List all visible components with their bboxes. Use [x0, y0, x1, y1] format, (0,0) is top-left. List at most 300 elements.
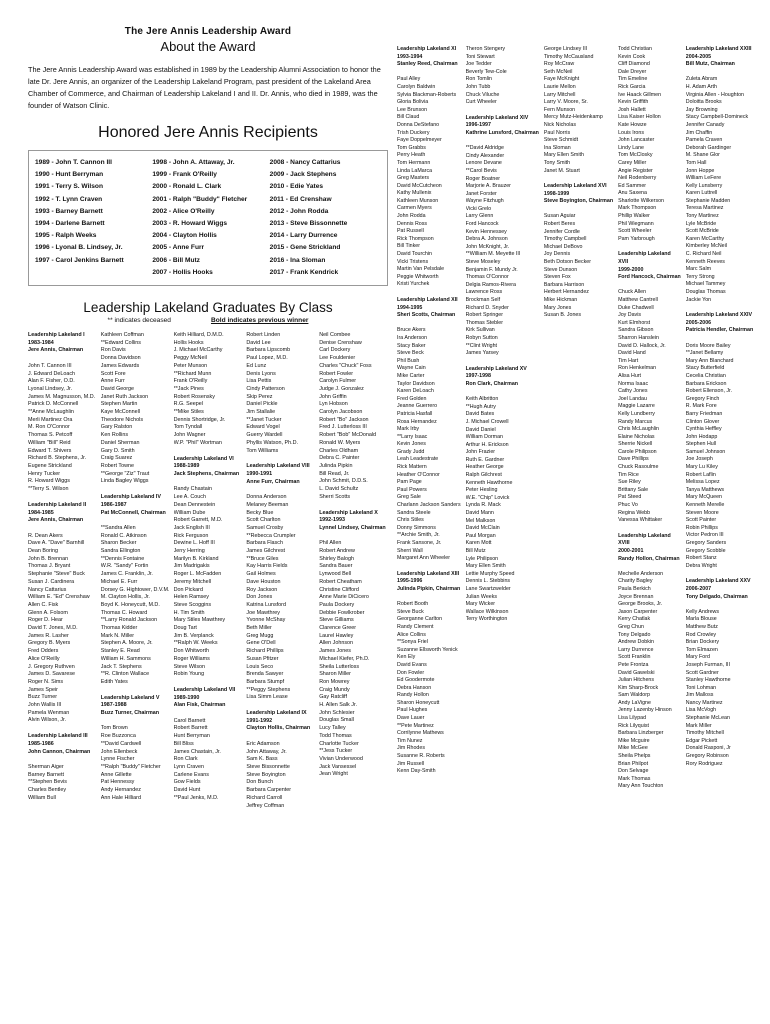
graduate-name: R.G. Seepel — [173, 401, 203, 408]
graduate-name: Mark Thomas — [618, 775, 651, 782]
graduate-name: 2004-2005 — [685, 53, 712, 60]
graduate-name: Jeanne Guerrero — [397, 403, 438, 410]
graduate-name: L. David Schultz — [319, 486, 359, 493]
class-block — [101, 494, 170, 687]
graduate-name: Josh Hallett — [618, 106, 646, 113]
recipient-entry: 2011 - Ed Crenshaw — [269, 195, 332, 203]
graduate-name: Matthew Cantrell — [618, 297, 658, 303]
graduate-name: Brian Philpot — [618, 760, 649, 767]
graduate-name: Ira Anderson — [397, 334, 428, 341]
graduate-name: 1989-1990 — [173, 694, 200, 701]
graduate-name: Tom Williams — [246, 447, 279, 454]
recipient-entry: 2013 - Steve Bissonnette — [269, 220, 348, 228]
graduate-name: Robert Springer — [465, 312, 504, 319]
graduate-name: Joyce Brennan — [618, 593, 654, 600]
graduate-name: Julian Hitchens — [618, 677, 654, 684]
graduate-name: Sue Riley — [618, 479, 641, 486]
graduate-name: Scott Fore — [100, 370, 126, 377]
graduate-name: C. Richard Neil — [685, 251, 722, 258]
graduate-name: Marc Salm — [685, 266, 712, 273]
graduate-name: **R. Clinton Wallace — [100, 671, 150, 678]
graduate-name: Gary Ralston — [100, 424, 133, 431]
graduate-name: Dennis Shortridge, Jr. — [173, 416, 226, 423]
graduate-name: Denis Lyons — [246, 370, 276, 377]
graduate-name: Todd Christian — [618, 46, 652, 52]
graduate-name: Pat Steed — [618, 494, 642, 501]
graduate-name: Bruce Akers — [397, 327, 426, 334]
class-block — [466, 46, 539, 107]
graduate-name: **Terry S. Wilson — [28, 486, 69, 493]
graduate-name: Patricia Hasfall — [397, 410, 433, 417]
graduate-name: John Hodapp — [685, 433, 718, 440]
graduate-name: Scott Charlton — [246, 517, 281, 524]
graduate-name: 1984-1985 — [28, 509, 54, 516]
graduate-name: Paul Lopez, M.D. — [246, 355, 288, 362]
graduate-name: Shirley Balogh — [319, 555, 354, 562]
graduate-name: James C. Franklin, Jr. — [100, 571, 153, 578]
graduate-name: Ron Davis — [100, 347, 126, 354]
class-block — [397, 297, 461, 563]
graduate-name: **Ralph "Buddy" Fletcher — [100, 764, 161, 770]
graduate-name: Dave A. "Dave" Barnhill — [28, 540, 85, 547]
graduate-name: Tom Tyndall — [173, 424, 203, 431]
graduate-name: Mary Jones — [543, 304, 572, 311]
graduate-name: Toni Lohman — [685, 684, 717, 691]
graduate-name: Robin Phillips — [685, 524, 718, 531]
graduate-name: Paul Alley — [397, 76, 421, 83]
graduate-name: Leah Leadestrate — [397, 456, 439, 463]
class-block — [618, 533, 681, 791]
graduate-name: William "Bill" Reid — [28, 439, 71, 446]
graduate-name: Bill Tinker — [397, 243, 420, 250]
class-block — [28, 332, 97, 494]
graduate-name: Regina Webb — [618, 509, 651, 516]
graduate-name: Jim Chaffin — [685, 129, 713, 136]
class-title: Leadership Lakeland XVIII — [618, 532, 671, 547]
graduate-name: Wayne Cain — [397, 365, 426, 372]
graduate-name: Pete Frontza — [618, 661, 649, 668]
graduate-name: Paul Norris — [543, 129, 571, 136]
graduate-name: Sheila Lutterloss — [319, 663, 360, 670]
graduate-name: Perry Heath — [397, 152, 426, 159]
graduate-name: Steve Buck — [397, 608, 424, 615]
graduate-name: Carl Dockery — [319, 347, 351, 354]
graduate-name: Kenneth Hawthorne — [465, 479, 513, 486]
graduate-name: Robert Booth — [397, 601, 429, 608]
graduate-name: David Gawelski — [618, 669, 655, 676]
graduate-name: Scott Painter — [685, 517, 717, 524]
graduate-name: Vanessa Whittaker — [618, 517, 663, 524]
graduate-name: Robert Andrew — [319, 548, 355, 555]
graduate-name: Michael E. Furr — [100, 578, 138, 585]
graduate-name: Jere Annis, Chairman — [28, 347, 84, 354]
class-title: Leadership Lakeland IX — [246, 710, 307, 717]
graduate-name: Karen Luttrell — [685, 190, 718, 197]
graduate-name — [466, 389, 539, 397]
graduate-name: Chuck Viluche — [465, 91, 500, 98]
graduate-name: Susan B. Jones — [543, 312, 581, 319]
graduate-name — [101, 517, 170, 525]
class-block — [28, 502, 97, 725]
graduate-name: Robert Beres — [543, 221, 576, 228]
graduate-name: Joy Davis — [618, 312, 642, 319]
graduate-name: Stacy Campbell-Domineck — [685, 114, 749, 121]
graduate-name: Deborah Gardinger — [685, 144, 732, 151]
graduate-name: Patrick D. McConnell — [28, 401, 79, 408]
graduate-name: J. Michael McCarthy — [173, 347, 223, 354]
graduate-name: David T. Jones, M.D. — [28, 625, 78, 632]
graduate-name: James Jones — [319, 648, 351, 655]
graduate-name: Clarence Greer — [319, 625, 357, 632]
class-block — [174, 332, 243, 448]
recipient-entry: 2000 - Ronald L. Clark — [152, 183, 222, 191]
graduate-name: Stanley Reed, Chairman — [397, 61, 458, 68]
class-title: Leadership Lakeland XII — [397, 297, 458, 303]
graduate-name: Charlotte Tucker — [319, 740, 359, 747]
graduate-name: Dale Dreyer — [618, 68, 647, 75]
graduate-name: Dewine L. Hoff III — [173, 540, 215, 547]
class-block — [397, 46, 461, 289]
graduate-name — [28, 525, 97, 533]
graduate-name: Janet M. Stuart — [543, 167, 580, 174]
graduate-name: John Cannon, Chairman — [28, 748, 91, 755]
class-title: Leadership Lakeland X — [319, 509, 378, 516]
class-block — [246, 332, 315, 455]
graduate-name: Barbara Stumpf — [246, 678, 285, 685]
graduate-name: Robert Garrett, M.D. — [173, 517, 223, 524]
graduate-name: Louis Irons — [618, 129, 644, 136]
graduate-name: Jenny Lazenby Hinson — [618, 707, 672, 714]
graduate-name: Heather O'Connor — [397, 471, 440, 478]
graduate-name: Joe Joseph — [685, 456, 713, 463]
legend-bold: Bold indicates previous winner — [210, 317, 309, 325]
graduates-column — [28, 332, 97, 818]
graduates-column — [466, 46, 539, 799]
graduate-name: Teresa Martinez — [685, 205, 724, 212]
graduate-name: Clinton Glover — [685, 418, 720, 425]
class-block — [174, 687, 243, 803]
graduate-name: Laurel Hawley — [319, 632, 354, 639]
graduate-name: Marilyn B. Kirkland — [173, 555, 219, 562]
graduate-name: Yvonne McShay — [246, 617, 286, 624]
graduate-name: Fred Golden — [397, 395, 427, 402]
graduate-name: Virginia Allen - Houghton — [685, 91, 744, 98]
graduate-name: Debbie Fowlkrober — [319, 609, 365, 616]
graduate-name: Herbert Hernandez — [543, 289, 589, 296]
graduate-name: Lyonal Lindsey, Jr. — [28, 385, 73, 392]
graduate-name: **George "Ziz" Traut — [100, 470, 150, 477]
graduate-name: Doris Moore Bailey — [685, 342, 731, 349]
graduate-name: Randy Chastain — [173, 486, 212, 493]
graduate-name — [397, 594, 461, 602]
graduate-name: Charity Bagley — [618, 578, 653, 585]
graduate-name: Randy Clement — [397, 623, 434, 630]
class-title: Leadership Lakeland I — [28, 332, 85, 339]
graduate-name: Debra Wright — [685, 562, 717, 569]
graduate-name: Skip Perez — [246, 393, 273, 400]
graduate-name: Rick Mattern — [397, 464, 427, 471]
graduate-name: William E. "Ed" Crenshaw — [28, 594, 90, 601]
graduate-name: Steve Scoggins — [173, 601, 212, 608]
graduate-name: Andy LaVigne — [618, 699, 651, 706]
graduate-name: Stephen Martin — [100, 401, 138, 408]
graduate-name: Robert "Bo" Jackson — [319, 416, 369, 423]
graduate-name: Delgia Ramos-Rivera — [465, 281, 516, 288]
graduate-name: Thomas O'Connor — [465, 274, 509, 281]
graduate-name: Vicki Tristens — [397, 258, 429, 265]
graduate-name: **Janet Tucker — [246, 416, 282, 423]
graduate-name: Pat Russell — [397, 228, 424, 235]
graduate-name: Kay Harris Fields — [246, 563, 288, 570]
graduate-name: Gregory Scobble — [685, 547, 726, 554]
class-block — [174, 456, 243, 679]
graduate-name: Phil Wiegmann — [618, 220, 654, 227]
graduate-name: Andy Hernandez — [100, 787, 141, 794]
class-block — [28, 733, 97, 802]
graduate-name: Ed Sammer — [618, 182, 647, 189]
graduate-name: Carey Miller — [618, 159, 647, 166]
graduate-name: Sandra Bauer — [319, 563, 353, 570]
graduate-name: **Sonya Friel — [397, 639, 428, 646]
graduate-name: Dennis L. Stebbins — [465, 578, 511, 585]
graduate-name: Edgar Pickett — [685, 737, 718, 744]
graduate-name: Lynn Craven — [173, 764, 204, 770]
graduate-name: Terry Strong — [685, 273, 715, 280]
graduate-name: Kenneth Merelle — [685, 502, 725, 509]
graduate-name: M. Clayton Hollis, Jr. — [100, 594, 150, 601]
graduate-name: Michael DeBovo — [543, 243, 583, 250]
graduate-name: Mel Malkson — [465, 517, 496, 524]
graduate-name: Alvin Wilson, Jr. — [28, 717, 67, 724]
graduate-name: James R. Lasher — [28, 632, 69, 639]
graduate-name: Joel Landau — [618, 395, 647, 402]
graduate-name: Hunt Berryman — [173, 733, 210, 740]
graduate-name: **David Aldridge — [465, 145, 504, 152]
graduate-name: Robert "Bob" McDonald — [319, 432, 377, 439]
class-title: Leadership Lakeland XI — [397, 46, 457, 52]
graduate-name: Carolyn Jacobson — [319, 409, 363, 416]
graduate-name: Rick Garcia — [618, 83, 646, 90]
graduate-name: Georganne Carlton — [397, 616, 443, 623]
graduate-name: Thomas Kidder — [100, 625, 138, 632]
graduate-name: Brian Dockery — [685, 639, 720, 646]
graduate-name: Marjorie A. Brauzer — [465, 183, 511, 190]
graduate-name: Lawrence Ross — [465, 289, 503, 296]
graduate-name: **Dennis Fontaine — [100, 555, 145, 562]
recipients-col-3 — [270, 157, 381, 279]
graduate-name: 1987-1988 — [100, 702, 127, 709]
class-block — [397, 571, 461, 776]
graduate-name: **Edward Collins — [100, 339, 141, 346]
graduate-name: Tom Grabbs — [397, 144, 426, 151]
graduate-name: David Mann — [465, 510, 494, 517]
graduate-name: Roger Boatner — [465, 175, 501, 182]
graduate-name: Hollis Hooks — [173, 339, 204, 346]
graduate-name: Maggie Lazarre — [618, 403, 655, 410]
recipients-box — [28, 150, 388, 286]
graduate-name: Seth McNeil — [543, 68, 573, 75]
graduate-name: Dave Houston — [246, 578, 281, 585]
graduate-name: Joy Dennis — [543, 251, 571, 258]
graduate-name: John Schmit, D.D.S. — [319, 478, 368, 485]
graduate-name: Scott Franklin — [618, 654, 651, 661]
graduate-name: Sharon Miller — [319, 671, 351, 678]
graduate-name: Craig Suarez — [100, 455, 133, 462]
class-block — [246, 710, 315, 810]
graduate-name: Mary Ellen Smith — [465, 563, 506, 570]
graduate-name — [246, 733, 315, 741]
graduate-name: Edward T. Shivers — [28, 447, 72, 454]
recipient-entry: 2001 - Ralph "Buddy" Fletcher — [152, 195, 248, 203]
graduate-name: Roger Williams — [173, 655, 210, 662]
graduate-name: Bill Claud — [397, 114, 420, 121]
graduate-name: Peggie Whitworth — [397, 273, 439, 280]
recipient-entry: 2016 - Ina Sloman — [269, 256, 326, 264]
recipient-entry: 1991 - Terry S. Wilson — [35, 183, 103, 191]
graduate-name: John Frazier — [465, 449, 496, 456]
graduate-name: Rod Crowley — [685, 631, 717, 638]
graduate-name: Thomas Stebler — [465, 319, 503, 326]
recipient-entry: 2007 - Hollis Hooks — [152, 268, 213, 276]
graduate-name: 1993-1994 — [397, 53, 423, 60]
graduate-name: Gail Holmes — [246, 571, 276, 578]
graduate-name: Debra A. Johnson — [465, 236, 508, 243]
graduate-name: Mary Lu Kiley — [685, 464, 718, 471]
graduate-name: Charles Oldham — [319, 447, 359, 454]
graduate-name: Barbara Carpenter — [246, 787, 292, 794]
graduate-name: Robert Rosensky — [173, 393, 215, 400]
graduates-column — [397, 46, 461, 799]
graduate-name: Zuleta Abram — [685, 76, 718, 83]
graduate-name: Susan Pfitzer — [246, 655, 279, 662]
graduate-name: Cecelia Christian — [685, 372, 726, 379]
graduate-name: 1999-2000 — [618, 266, 644, 273]
graduate-name: Ive Haack Gillmen — [618, 91, 662, 98]
graduate-name: M. Shane Glor — [685, 152, 720, 159]
graduate-name: Lisa Kaiser Hollon — [618, 114, 661, 121]
honored-heading: Honored Jere Annis Recipients — [98, 124, 318, 141]
graduate-name: R. Dean Akers — [28, 532, 63, 539]
recipient-entry: 1989 - John T. Cannon III — [35, 159, 112, 166]
graduate-name: J. Gregory Ruthven — [28, 663, 75, 670]
graduate-name: Timothy McCausland — [543, 53, 594, 60]
graduate-name: Matthew Butz — [685, 623, 718, 630]
about-paragraph: The Jere Annis Leadership Award was established in 1989 by the Leadership Alumni Association to honor the late Dr. Jere Annis, an organizer of the Leadership Lakeland Program, past president of the Lakeland Area Chamber of Commerce, and Chairman of Leadership Lakeland I and II. Dr. Annis, who died in 1989, was the founder of Watson Clinic. — [28, 65, 381, 110]
graduate-name: Lucy Talley — [319, 725, 346, 732]
graduate-name: Wallace Wilkinson — [465, 608, 509, 615]
graduate-name: Brenda Sawyer — [246, 671, 284, 678]
graduate-name: John Lancaster — [618, 137, 655, 144]
graduate-name: Stanley E. Read — [100, 648, 140, 655]
graduate-name: Robert Ellenson, Jr. — [685, 388, 732, 395]
graduate-name: Chuck Rasoulme — [618, 464, 659, 471]
graduate-name: Lee A. Couch — [173, 494, 206, 501]
graduate-name: Tim Nunez — [397, 737, 423, 744]
award-title: The Jere Annis Leadership Award — [124, 26, 292, 37]
graduate-name — [28, 355, 97, 363]
graduate-name: Larry Durrence — [618, 646, 654, 653]
graduate-name: Stacy Butterfield — [685, 365, 725, 372]
class-block — [544, 183, 613, 320]
graduate-name: W.E. "Chip" Lovick — [465, 494, 510, 501]
graduate-name: Duke Chadwell — [618, 304, 654, 311]
graduate-name: Neil Rodenberry — [618, 175, 657, 182]
graduate-name: Stephanie Madden — [685, 197, 731, 204]
graduate-name: Mike Hickman — [543, 297, 578, 303]
graduate-name: Tony Delgado — [618, 631, 651, 638]
graduate-name: Vicki Grelo — [465, 205, 492, 212]
graduate-name: Mike Carter — [397, 372, 425, 379]
graduate-name: Henry Tucker — [28, 470, 61, 477]
graduate-name: Larry V. Moore, Sr. — [543, 99, 588, 106]
graduate-name: Kathleen Munson — [397, 197, 439, 204]
graduate-name: Anne Gillette — [100, 771, 132, 778]
graduate-name: Cindy Patterson — [246, 385, 285, 392]
graduate-name: Katrina Lunsford — [246, 601, 286, 608]
graduate-name: John T. Cannon III — [28, 362, 72, 369]
graduate-name: Debra C. Painter — [319, 455, 360, 462]
graduate-name: Ronald W. Myers — [319, 439, 361, 446]
graduate-name: Tony Smith — [543, 159, 571, 166]
graduate-name: Cynthia Heffley — [685, 426, 722, 433]
graduate-name: Mark Miller — [685, 722, 712, 729]
graduate-name: Richard Phillips — [246, 648, 284, 655]
graduate-name: Janet Forster — [465, 190, 497, 197]
graduate-name: Thomas J. Bryant — [28, 563, 71, 570]
graduate-name: Cliff Diamond — [618, 61, 650, 68]
recipient-entry: 1998 - John A. Attaway, Jr. — [152, 159, 235, 166]
graduate-name: Ron Clark — [173, 756, 198, 763]
graduate-name: Kaye McConnell — [100, 409, 141, 416]
graduate-name: Steve Dunson — [543, 266, 578, 273]
graduate-name: Marla Blouse — [685, 616, 717, 623]
graduate-name: Kate Howze — [618, 121, 647, 128]
graduate-name: Donald Rasponi, Jr — [685, 745, 731, 752]
graduate-name: Kenn Day-Smith — [397, 768, 436, 775]
graduate-name: H. Adam Arth — [685, 83, 717, 90]
graduate-name: Greg Chun — [618, 623, 644, 630]
graduate-name: Kelly Lunsberry — [685, 182, 723, 189]
graduate-name: Chris McLaughlin — [618, 426, 659, 433]
left-graduates-grid — [28, 332, 388, 818]
graduate-name: Mary Ann Blanchard — [685, 357, 734, 364]
graduate-name: Cathy Jones — [618, 388, 648, 395]
graduate-name: Tom Elmazen — [685, 646, 718, 653]
class-block — [618, 251, 681, 524]
graduate-name: Rick Thompson — [397, 235, 434, 242]
graduate-name: Ed Lunz — [246, 362, 267, 369]
graduate-name: Ralph Gilchrest — [465, 472, 502, 479]
graduate-name: Lettie Murphy Speed — [465, 570, 515, 577]
graduate-name: Victor Pedron III — [685, 532, 724, 539]
graduate-name: Michael Tammey — [685, 281, 726, 288]
graduate-name: Kirk Sullivan — [465, 327, 495, 334]
graduate-name: Anu Saxena — [618, 190, 647, 197]
graduate-name — [319, 533, 388, 541]
graduate-name: Helen Ramsey — [173, 594, 209, 601]
graduate-name: Gary D. Smith — [100, 447, 135, 454]
graduate-name: Doloitta Brooks — [685, 99, 722, 106]
graduate-name: Larry Mitchell — [543, 91, 576, 98]
graduate-name: Sharon Honeycutt — [397, 699, 440, 706]
graduate-name: Barry Friedman — [685, 410, 723, 417]
graduate-name: Scott Gardner — [685, 669, 719, 676]
graduate-name: Sheri Scotts, Chairman — [397, 312, 456, 319]
graduate-name: Sharlotte Wilkerson — [618, 197, 664, 204]
graduate-name: Frank O'Reilly — [173, 378, 208, 385]
graduate-name: John Attaway, Jr. — [246, 748, 287, 755]
graduate-name: Bill Mutz, Chairman — [685, 61, 735, 68]
